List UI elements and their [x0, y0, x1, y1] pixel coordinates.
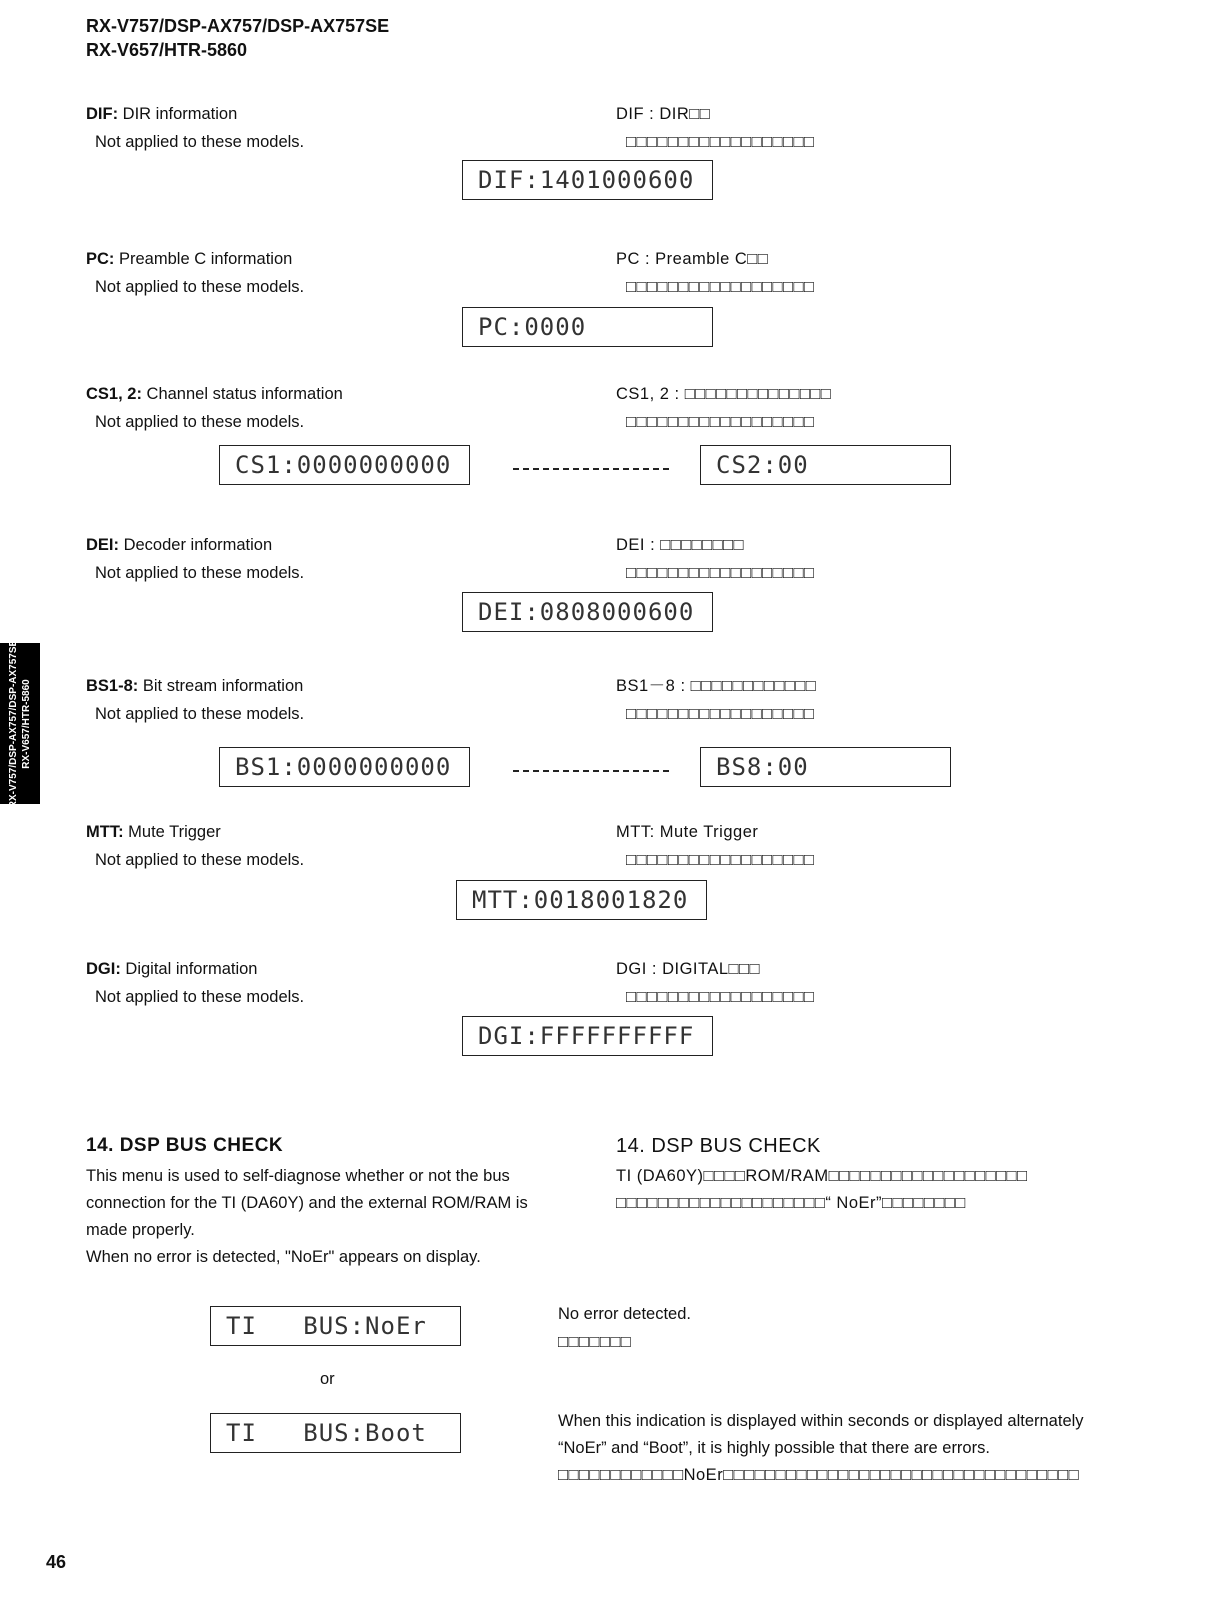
dsp-bus-check-para1: This menu is used to self-diagnose whether or not the bus connection for the TI (DA60Y) and the external ROM/RAM is made properly. — [86, 1167, 528, 1239]
bs-term: BS1-8: — [86, 677, 139, 695]
bs-note-jp: □□□□□□□□□□□□□□□□□□ — [626, 705, 815, 723]
bs-note: Not applied to these models. — [95, 705, 305, 723]
cs-desc: Channel status information — [141, 385, 343, 403]
boot-note-jp: □□□□□□□□□□□□NoEr□□□□□□□□□□□□□□□□□□□□□□□□□□□□□□□□□□ — [558, 1466, 1080, 1484]
dgi-heading — [86, 958, 257, 980]
header-models-line2: RX-V657/HTR-5860 — [86, 40, 248, 60]
bs1-display: BS1:0000000000 — [219, 747, 470, 787]
dgi-note: Not applied to these models. — [95, 988, 305, 1006]
cs-heading — [86, 383, 343, 405]
dsp-bus-check-para2: When no error is detected, "NoEr" appears on display. — [86, 1248, 481, 1266]
dif-term: DIF: — [86, 105, 119, 123]
page-number: 46 — [46, 1552, 67, 1572]
side-tab-line1: RX-V757/DSP-AX757/DSP-AX757SE — [8, 639, 19, 808]
dei-display: DEI:0808000600 — [462, 592, 713, 632]
dsp-bus-check-desc-jp — [616, 1163, 1106, 1217]
cs-term: CS1, 2: — [86, 385, 142, 403]
dei-heading — [86, 534, 272, 556]
pc-note: Not applied to these models. — [95, 278, 305, 296]
pc-note-jp: □□□□□□□□□□□□□□□□□□ — [626, 278, 815, 296]
dif-note: Not applied to these models. — [95, 133, 305, 151]
boot-note: When this indication is displayed within seconds or displayed alternately “NoEr” and “Boot”, it is highly possible that there are errors. — [558, 1412, 1084, 1457]
cs1-display: CS1:0000000000 — [219, 445, 470, 485]
dgi-title-jp: DGI : DIGITAL□□□ — [616, 960, 760, 978]
ti-bus-noer-display: TI BUS:NoEr — [210, 1306, 461, 1346]
dei-title-jp: DEI : □□□□□□□□ — [616, 536, 744, 554]
dif-display: DIF:1401000600 — [462, 160, 713, 200]
side-tab-line2: RX-V657/HTR-5860 — [21, 678, 32, 769]
mtt-desc: Mute Trigger — [123, 823, 221, 841]
dsp-bus-check-desc — [86, 1163, 566, 1271]
mtt-display: MTT:0018001820 — [456, 880, 707, 920]
cs-note: Not applied to these models. — [95, 413, 305, 431]
dif-heading — [86, 103, 237, 125]
or-label: or — [320, 1370, 335, 1388]
dif-desc: DIR information — [118, 105, 238, 123]
dei-term: DEI: — [86, 536, 119, 554]
cs2-display: CS2:00 — [700, 445, 951, 485]
ti-bus-boot-display: TI BUS:Boot — [210, 1413, 461, 1453]
dgi-display: DGI:FFFFFFFFFF — [462, 1016, 713, 1056]
dei-note-jp: □□□□□□□□□□□□□□□□□□ — [626, 564, 815, 582]
pc-display: PC:0000 — [462, 307, 713, 347]
bs-title-jp: BS1－8 : □□□□□□□□□□□□ — [616, 677, 817, 695]
dsp-bus-check-para-jp2: □□□□□□□□□□□□□□□□□□□□“ NoEr”□□□□□□□□ — [616, 1194, 966, 1212]
cs-note-jp: □□□□□□□□□□□□□□□□□□ — [626, 413, 815, 431]
side-tab — [0, 639, 40, 808]
header-models-line1: RX-V757/DSP-AX757/DSP-AX757SE — [86, 16, 390, 36]
bs-heading — [86, 675, 303, 697]
bs-desc: Bit stream information — [138, 677, 304, 695]
dsp-bus-check-title-jp: 14. DSP BUS CHECK — [616, 1135, 821, 1157]
mtt-note: Not applied to these models. — [95, 851, 305, 869]
bs-dashed-connector — [513, 770, 669, 772]
pc-term: PC: — [86, 250, 115, 268]
dif-title-jp: DIF : DIR□□ — [616, 105, 711, 123]
pc-heading — [86, 248, 292, 270]
mtt-note-jp: □□□□□□□□□□□□□□□□□□ — [626, 851, 815, 869]
page-header — [86, 14, 389, 62]
cs-title-jp: CS1, 2 : □□□□□□□□□□□□□□ — [616, 385, 832, 403]
cs-dashed-connector — [513, 468, 669, 470]
mtt-term: MTT: — [86, 823, 124, 841]
pc-title-jp: PC : Preamble C□□ — [616, 250, 769, 268]
noerr-note-jp: □□□□□□□ — [558, 1333, 632, 1351]
noerr-note: No error detected. — [558, 1305, 691, 1323]
dgi-desc: Digital information — [120, 960, 258, 978]
dsp-bus-check-title: 14. DSP BUS CHECK — [86, 1135, 284, 1156]
mtt-title-jp: MTT: Mute Trigger — [616, 823, 759, 841]
dif-note-jp: □□□□□□□□□□□□□□□□□□ — [626, 133, 815, 151]
pc-desc: Preamble C information — [114, 250, 293, 268]
dei-note: Not applied to these models. — [95, 564, 305, 582]
dgi-note-jp: □□□□□□□□□□□□□□□□□□ — [626, 988, 815, 1006]
dgi-term: DGI: — [86, 960, 121, 978]
bs8-display: BS8:00 — [700, 747, 951, 787]
mtt-heading — [86, 821, 221, 843]
dsp-bus-check-para-jp1: TI (DA60Y)□□□□ROM/RAM□□□□□□□□□□□□□□□□□□□ — [616, 1167, 1028, 1185]
dei-desc: Decoder information — [119, 536, 273, 554]
